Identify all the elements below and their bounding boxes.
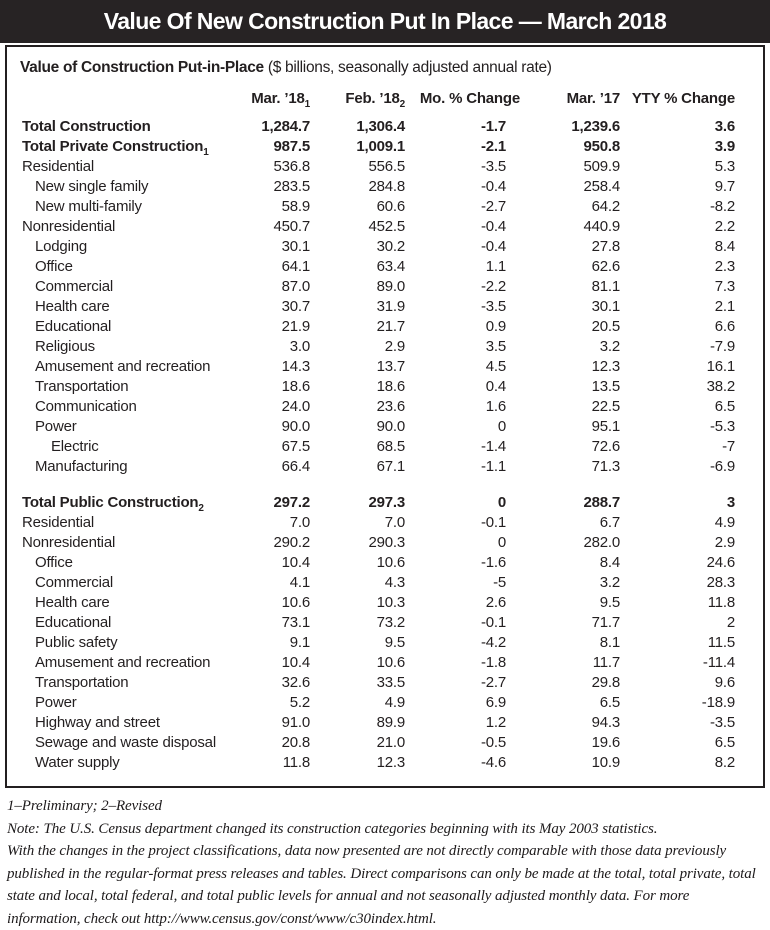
table-row (20, 593, 743, 613)
cell-value: 58.9 (281, 198, 310, 215)
table-row (20, 713, 743, 733)
cell-value: 297.3 (368, 494, 405, 511)
row-label-subscript: 1 (203, 147, 209, 158)
row-label: Total Construction (22, 118, 151, 135)
cell-value: 6.5 (714, 734, 735, 751)
cell-value: 0 (497, 534, 506, 551)
table-row (20, 217, 743, 237)
cell-value: 19.6 (591, 734, 620, 751)
row-label: Power (35, 418, 77, 435)
column-header: Mo. % Change (419, 90, 520, 107)
row-label: Religious (35, 338, 95, 355)
cell-value: 12.3 (376, 754, 405, 771)
table-row (20, 753, 743, 773)
cell-value: 7.0 (289, 514, 310, 531)
column-header-subscript: 2 (399, 99, 405, 110)
cell-value: 6.5 (599, 694, 620, 711)
row-label: Communication (35, 398, 137, 415)
table-row (20, 553, 743, 573)
subtitle-unit-note: ($ billions, seasonally adjusted annual rate) (263, 59, 552, 76)
row-label: Water supply (35, 754, 120, 771)
table-row (20, 277, 743, 297)
cell-value: 21.0 (376, 734, 405, 751)
cell-value: -1.1 (480, 458, 506, 475)
cell-value: 2.9 (384, 338, 405, 355)
cell-value: 10.9 (591, 754, 620, 771)
row-label: Highway and street (35, 714, 160, 731)
cell-value: 5.2 (289, 694, 310, 711)
cell-value: 68.5 (376, 438, 405, 455)
cell-value: 3.6 (714, 118, 735, 135)
cell-value: 21.9 (281, 318, 310, 335)
cell-value: 90.0 (376, 418, 405, 435)
table-row (20, 613, 743, 633)
cell-value: 0.9 (485, 318, 506, 335)
cell-value: 28.3 (706, 574, 735, 591)
table-row (20, 137, 743, 157)
cell-value: 5.3 (714, 158, 735, 175)
row-label: Health care (35, 298, 110, 315)
cell-value: 450.7 (273, 218, 310, 235)
cell-value: 87.0 (281, 278, 310, 295)
table-row (20, 177, 743, 197)
cell-value: 556.5 (368, 158, 405, 175)
table-row (20, 297, 743, 317)
cell-value: -0.5 (480, 734, 506, 751)
cell-value: -2.2 (480, 278, 506, 295)
table-row (20, 417, 743, 437)
cell-value: 1.1 (485, 258, 506, 275)
cell-value: 89.9 (376, 714, 405, 731)
cell-value: 4.3 (384, 574, 405, 591)
cell-value: 20.8 (281, 734, 310, 751)
cell-value: -2.7 (480, 198, 506, 215)
cell-value: 536.8 (273, 158, 310, 175)
cell-value: -1.6 (480, 554, 506, 571)
cell-value: 73.1 (281, 614, 310, 631)
cell-value: 16.1 (706, 358, 735, 375)
cell-value: 32.6 (281, 674, 310, 691)
row-label: Office (35, 554, 73, 571)
row-label: Commercial (35, 574, 114, 591)
cell-value: -4.2 (480, 634, 506, 651)
table-body (20, 117, 743, 773)
cell-value: 258.4 (583, 178, 620, 195)
table-row (20, 733, 743, 753)
header-row (20, 90, 743, 117)
cell-value: -2.1 (480, 138, 506, 155)
cell-value: -0.4 (480, 178, 506, 195)
table-row (20, 397, 743, 417)
table-row (20, 377, 743, 397)
cell-value: 6.5 (714, 398, 735, 415)
cell-value: 9.5 (599, 594, 620, 611)
row-label: New multi-family (35, 198, 142, 215)
cell-value: -5.3 (709, 418, 735, 435)
table-subtitle (20, 59, 751, 77)
cell-value: 440.9 (583, 218, 620, 235)
cell-value: 24.0 (281, 398, 310, 415)
cell-value: 0 (497, 494, 506, 511)
row-label: Nonresidential (22, 534, 116, 551)
cell-value: 2.3 (714, 258, 735, 275)
row-label-subscript: 2 (198, 503, 204, 514)
cell-value: 8.2 (714, 754, 735, 771)
cell-value: 22.5 (591, 398, 620, 415)
construction-table (20, 90, 743, 773)
cell-value: 63.4 (376, 258, 405, 275)
cell-value: -0.4 (480, 218, 506, 235)
cell-value: -0.4 (480, 238, 506, 255)
row-label: Commercial (35, 278, 114, 295)
cell-value: 30.2 (376, 238, 405, 255)
cell-value: 1.2 (485, 714, 506, 731)
cell-value: 24.6 (706, 554, 735, 571)
row-label: Amusement and recreation (35, 358, 211, 375)
cell-value: -7 (722, 438, 735, 455)
cell-value: 282.0 (583, 534, 620, 551)
row-label: Total Private Construction$_1$ (22, 138, 209, 158)
cell-value: 2.1 (714, 298, 735, 315)
cell-value: 297.2 (273, 494, 310, 511)
table-row (20, 673, 743, 693)
cell-value: 3.9 (714, 138, 735, 155)
cell-value: 10.3 (376, 594, 405, 611)
cell-value: -0.1 (480, 614, 506, 631)
cell-value: 29.8 (591, 674, 620, 691)
cell-value: 8.4 (714, 238, 735, 255)
cell-value: 30.7 (281, 298, 310, 315)
row-label: Transportation (35, 378, 129, 395)
cell-value: 11.8 (282, 754, 310, 771)
cell-value: 33.5 (376, 674, 405, 691)
cell-value: 0 (497, 418, 506, 435)
cell-value: 12.3 (591, 358, 620, 375)
cell-value: 11.5 (707, 634, 735, 651)
row-label: Total Public Construction$_2$ (22, 494, 204, 514)
cell-value: 2.9 (714, 534, 735, 551)
cell-value: 8.4 (599, 554, 620, 571)
cell-value: 284.8 (368, 178, 405, 195)
table-row (20, 573, 743, 593)
column-header-subscript: 1 (304, 99, 310, 110)
cell-value: 509.9 (583, 158, 620, 175)
row-label: New single family (35, 178, 149, 195)
cell-value: 31.9 (376, 298, 405, 315)
table-row (20, 157, 743, 177)
column-header: Feb. $’18_2$ (345, 90, 405, 110)
cell-value: 2.2 (714, 218, 735, 235)
cell-value: -1.4 (480, 438, 506, 455)
row-label: Health care (35, 594, 110, 611)
table-row (20, 653, 743, 673)
cell-value: 62.6 (591, 258, 620, 275)
table-row (20, 477, 743, 513)
cell-value: 2 (726, 614, 735, 631)
table-row (20, 533, 743, 553)
table-row (20, 117, 743, 137)
cell-value: -5 (493, 574, 506, 591)
cell-value: 10.6 (376, 554, 405, 571)
cell-value: 3.0 (289, 338, 310, 355)
cell-value: 9.6 (714, 674, 735, 691)
cell-value: 4.9 (384, 694, 405, 711)
table-row (20, 197, 743, 217)
row-label: Nonresidential (22, 218, 116, 235)
subtitle-label: Value of Construction Put-in-Place (20, 59, 264, 76)
row-label: Lodging (35, 238, 87, 255)
cell-value: 94.3 (591, 714, 620, 731)
footnote-census-note: Note: The U.S. Census department changed its construction categories beginning with its May 2003 statistics. (7, 820, 658, 837)
cell-value: -1.8 (480, 654, 506, 671)
cell-value: 1,239.6 (571, 118, 620, 135)
cell-value: 71.7 (591, 614, 620, 631)
footnotes (7, 795, 764, 930)
cell-value: 1,306.4 (356, 118, 405, 135)
table-row (20, 317, 743, 337)
footnote-comparability-note: With the changes in the project classifications, data now presented are not directly comparable with those data previously published in the regular-format press releases and tables. Direct comparisons can only be made at the total, total private, total state and local, total federal, and total public levels for annual and not seasonally adjusted monthly data. For more information, check out http://www.census.gov/const/www/c30index.html. (7, 843, 756, 927)
row-label: Manufacturing (35, 458, 128, 475)
cell-value: 6.7 (599, 514, 620, 531)
row-label: Office (35, 258, 73, 275)
cell-value: 4.9 (714, 514, 735, 531)
table-box (5, 45, 765, 788)
row-label: Public safety (35, 634, 118, 651)
cell-value: 3 (726, 494, 735, 511)
header-spacer (20, 90, 245, 117)
cell-value: 1.6 (485, 398, 506, 415)
cell-value: 66.4 (281, 458, 310, 475)
cell-value: 1,284.7 (261, 118, 310, 135)
cell-value: 21.7 (376, 318, 405, 335)
cell-value: 2.6 (485, 594, 506, 611)
cell-value: 7.3 (714, 278, 735, 295)
cell-value: 95.1 (591, 418, 620, 435)
cell-value: 987.5 (273, 138, 310, 155)
cell-value: 64.1 (281, 258, 310, 275)
table-row (20, 693, 743, 713)
cell-value: -2.7 (480, 674, 506, 691)
cell-value: 23.6 (376, 398, 405, 415)
cell-value: 72.6 (591, 438, 620, 455)
row-label: Electric (51, 438, 99, 455)
cell-value: 8.1 (599, 634, 620, 651)
cell-value: 18.6 (281, 378, 310, 395)
cell-value: 30.1 (281, 238, 310, 255)
footnote-preliminary-revised: 1–Preliminary; 2–Revised (7, 798, 162, 814)
cell-value: 10.6 (376, 654, 405, 671)
cell-value: -3.5 (709, 714, 735, 731)
cell-value: 91.0 (281, 714, 310, 731)
cell-value: 950.8 (583, 138, 620, 155)
cell-value: 27.8 (591, 238, 620, 255)
cell-value: 71.3 (591, 458, 620, 475)
cell-value: 3.2 (599, 574, 620, 591)
cell-value: 38.2 (706, 378, 735, 395)
cell-value: 11.7 (592, 654, 620, 671)
column-header: Mar. ’17 (566, 90, 620, 107)
cell-value: 6.6 (714, 318, 735, 335)
table-row (20, 457, 743, 477)
row-label: Amusement and recreation (35, 654, 211, 671)
cell-value: 14.3 (281, 358, 310, 375)
table-row (20, 633, 743, 653)
table-row (20, 257, 743, 277)
cell-value: 13.7 (376, 358, 405, 375)
table-row (20, 513, 743, 533)
cell-value: 13.5 (591, 378, 620, 395)
cell-value: 4.1 (289, 574, 310, 591)
cell-value: 6.9 (485, 694, 506, 711)
cell-value: 0.4 (485, 378, 506, 395)
cell-value: 67.1 (376, 458, 405, 475)
page-title: Value Of New Construction Put In Place — March 2018 (103, 8, 667, 34)
cell-value: -3.5 (480, 158, 506, 175)
cell-value: -3.5 (480, 298, 506, 315)
title-bar (0, 0, 770, 43)
cell-value: -8.2 (709, 198, 735, 215)
cell-value: 9.1 (289, 634, 310, 651)
cell-value: 81.1 (591, 278, 620, 295)
cell-value: 3.2 (599, 338, 620, 355)
cell-value: -0.1 (480, 514, 506, 531)
cell-value: 288.7 (583, 494, 620, 511)
table-row (20, 337, 743, 357)
cell-value: 290.2 (273, 534, 310, 551)
cell-value: 90.0 (281, 418, 310, 435)
cell-value: 10.6 (281, 594, 310, 611)
row-label: Residential (22, 158, 95, 175)
row-label: Educational (35, 614, 112, 631)
cell-value: 11.8 (707, 594, 735, 611)
cell-value: -4.6 (480, 754, 506, 771)
cell-value: 10.4 (281, 654, 310, 671)
table-row (20, 437, 743, 457)
cell-value: -11.4 (702, 654, 735, 671)
cell-value: -6.9 (709, 458, 735, 475)
cell-value: 9.7 (714, 178, 735, 195)
cell-value: 4.5 (485, 358, 506, 375)
row-label: Transportation (35, 674, 129, 691)
cell-value: -7.9 (709, 338, 735, 355)
cell-value: 1,009.1 (356, 138, 405, 155)
column-header: Mar. $’18_1$ (251, 90, 310, 110)
cell-value: 7.0 (384, 514, 405, 531)
table-row (20, 357, 743, 377)
cell-value: 18.6 (376, 378, 405, 395)
row-label: Residential (22, 514, 95, 531)
column-header: YTY % Change (631, 90, 735, 107)
cell-value: 30.1 (591, 298, 620, 315)
cell-value: 283.5 (273, 178, 310, 195)
cell-value: -1.7 (480, 118, 506, 135)
cell-value: 67.5 (281, 438, 310, 455)
row-label: Sewage and waste disposal (35, 734, 216, 751)
cell-value: -18.9 (701, 694, 735, 711)
cell-value: 290.3 (368, 534, 405, 551)
cell-value: 89.0 (376, 278, 405, 295)
row-label: Power (35, 694, 77, 711)
cell-value: 64.2 (591, 198, 620, 215)
cell-value: 452.5 (368, 218, 405, 235)
cell-value: 3.5 (485, 338, 506, 355)
cell-value: 9.5 (384, 634, 405, 651)
cell-value: 73.2 (376, 614, 405, 631)
cell-value: 20.5 (591, 318, 620, 335)
cell-value: 10.4 (281, 554, 310, 571)
table-row (20, 237, 743, 257)
row-label: Educational (35, 318, 112, 335)
cell-value: 60.6 (376, 198, 405, 215)
